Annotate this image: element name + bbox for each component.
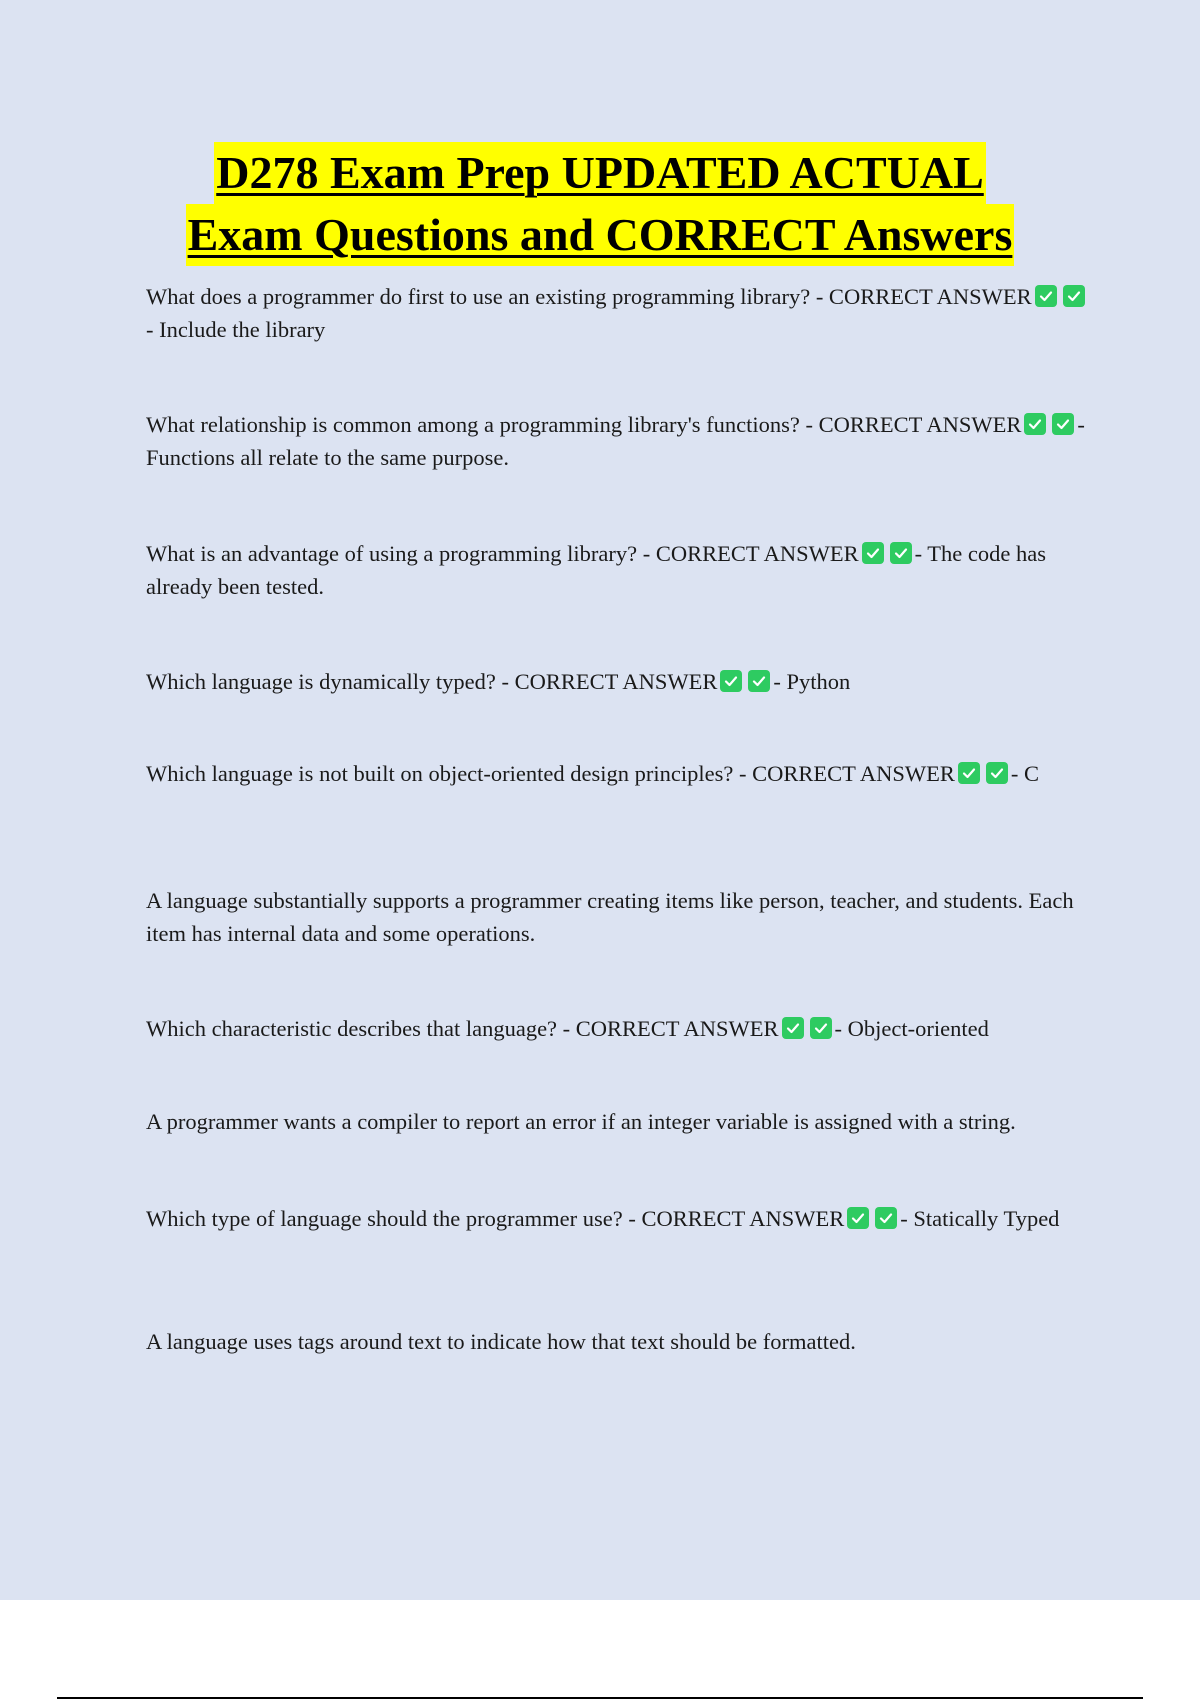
title-line-1: D278 Exam Prep UPDATED ACTUAL	[214, 142, 986, 204]
check-mark-icon	[748, 670, 770, 692]
scenario-text: A language substantially supports a programmer creating items like person, teacher, and students. Each item has internal data and some operations.	[146, 888, 1074, 946]
qa-item	[146, 1012, 1092, 1045]
check-mark-icon	[862, 542, 884, 564]
answer-text: - Statically Typed	[900, 1206, 1060, 1231]
qa-item	[146, 408, 1092, 474]
qa-item	[146, 1202, 1092, 1235]
qa-item	[146, 280, 1092, 346]
qa-item	[146, 665, 1092, 698]
qa-item	[146, 757, 1092, 790]
check-mark-icon	[1052, 413, 1074, 435]
check-mark-icon	[1024, 413, 1046, 435]
answer-text: - Object-oriented	[834, 1016, 989, 1041]
answer-text: - Functions all relate to the same purpose.	[146, 412, 1085, 470]
check-mark-icon	[986, 762, 1008, 784]
footer-divider	[57, 1697, 1143, 1699]
question-text: What is an advantage of using a programming library? - CORRECT ANSWER	[146, 541, 859, 566]
answer-text: - The code has already been tested.	[146, 541, 1046, 599]
qa-item	[146, 537, 1092, 603]
check-mark-icon	[810, 1017, 832, 1039]
scenario-text: A programmer wants a compiler to report an error if an integer variable is assigned with a string.	[146, 1109, 1016, 1134]
answer-text: - C	[1010, 761, 1039, 786]
title-line-2: Exam Questions and CORRECT Answers	[186, 204, 1015, 266]
check-mark-icon	[782, 1017, 804, 1039]
question-text: Which characteristic describes that language? - CORRECT ANSWER	[146, 1016, 779, 1041]
question-text: Which language is dynamically typed? - CORRECT ANSWER	[146, 669, 718, 694]
document-title	[0, 142, 1200, 266]
check-mark-icon	[847, 1207, 869, 1229]
question-text: What does a programmer do first to use an existing programming library? - CORRECT ANSWER	[146, 284, 1032, 309]
check-mark-icon	[720, 670, 742, 692]
question-text: Which type of language should the programmer use? - CORRECT ANSWER	[146, 1206, 845, 1231]
scenario-text: A language uses tags around text to indicate how that text should be formatted.	[146, 1329, 856, 1354]
check-mark-icon	[1063, 285, 1085, 307]
check-mark-icon	[958, 762, 980, 784]
question-text: What relationship is common among a programming library's functions? - CORRECT ANSWER	[146, 412, 1022, 437]
check-mark-icon	[890, 542, 912, 564]
check-mark-icon	[875, 1207, 897, 1229]
answer-text: - Include the library	[146, 317, 326, 342]
check-mark-icon	[1035, 285, 1057, 307]
question-text: Which language is not built on object-oriented design principles? - CORRECT ANSWER	[146, 761, 955, 786]
answer-text: - Python	[773, 669, 851, 694]
